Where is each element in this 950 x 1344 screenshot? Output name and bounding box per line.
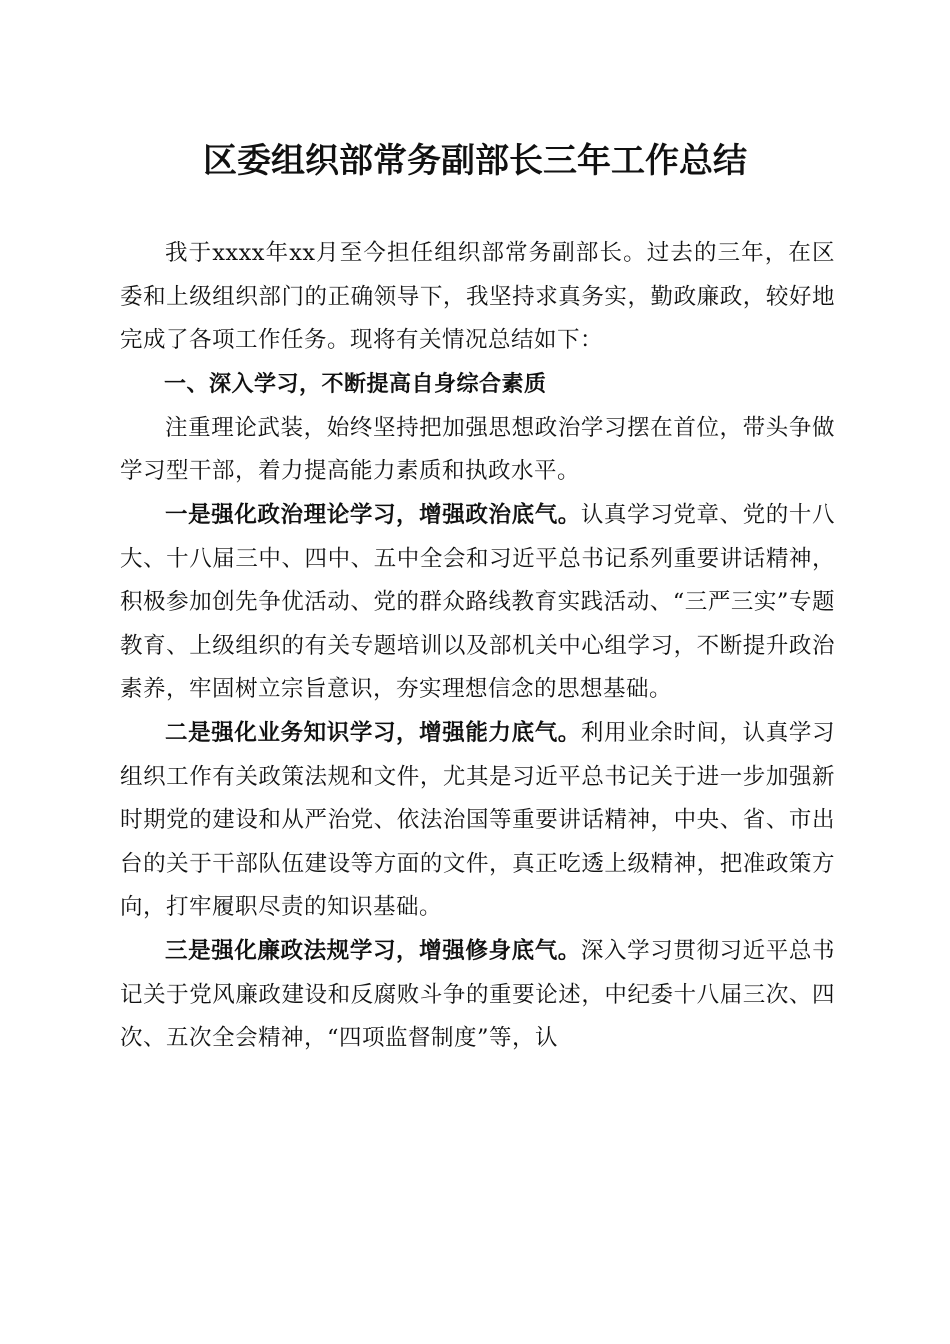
document-title: 区委组织部常务副部长三年工作总结 [203,141,747,181]
document-body [120,232,835,1061]
item-lead-2: 二是强化业务知识学习，增强能力底气。 [165,719,581,746]
item-lead-3: 三是强化廉政法规学习，增强修身底气。 [165,937,581,964]
item-paragraph-3 [120,930,835,1061]
item-paragraph-2 [120,712,835,930]
section-summary-paragraph: 注重理论武装，始终坚持把加强思想政治学习摆在首位，带头争做学习型干部，着力提高能力素质和执政水平。 [120,414,835,485]
item-lead-1: 一是强化政治理论学习，增强政治底气。 [165,501,581,528]
item-text-1: 认真学习党章、党的十八大、十八届三中、四中、五中全会和习近平总书记系列重要讲话精神，积极参加创先争优活动、党的群众路线教育实践活动、“三严三实”专题教育、上级组织的有关专题培训以及部机关中心组学习，不断提升政治素养，牢固树立宗旨意识，夯实理想信念的思想基础。 [120,501,835,703]
intro-paragraph: 我于xxxx年xx月至今担任组织部常务副部长。过去的三年，在区委和上级组织部门的正确领导下，我坚持求真务实，勤政廉政，较好地完成了各项工作任务。现将有关情况总结如下： [120,240,835,354]
section-heading: 一、深入学习，不断提高自身综合素质 [164,371,547,397]
item-paragraph-1 [120,494,835,712]
item-text-3: 深入学习贯彻习近平总书记关于党风廉政建设和反腐败斗争的重要论述，中纪委十八届三次、四次、五次全会精神，“四项监督制度”等，认 [120,937,835,1052]
item-text-2: 利用业余时间，认真学习组织工作有关政策法规和文件，尤其是习近平总书记关于进一步加强新时期党的建设和从严治党、依法治国等重要讲话精神，中央、省、市出台的关于干部队伍建设等方面的文件，真正吃透上级精神，把准政策方向，打牢履职尽责的知识基础。 [120,719,835,921]
